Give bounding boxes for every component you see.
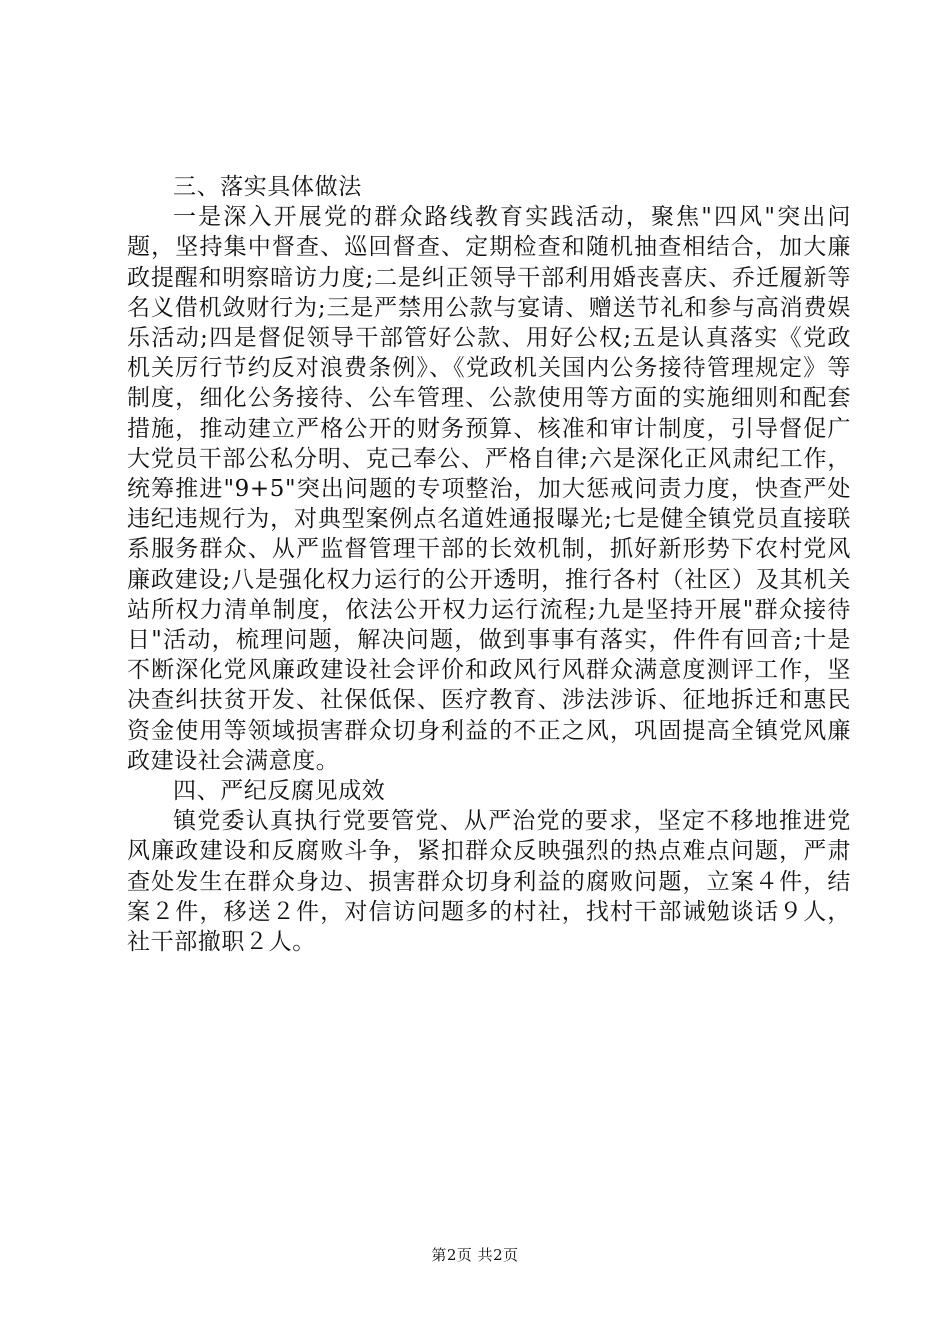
section-heading-4: 四、严纪反腐见成效 xyxy=(173,778,386,805)
page-footer: 第2页 共2页 xyxy=(431,1246,519,1264)
paragraph-measures: 一是深入开展党的群众路线教育实践活动，聚焦"四风"突出问题，坚持集中督查、巡回督查、定期检查和随机抽查相结合，加大廉政提醒和明察暗访力度;二是纠正领导干部利用婚丧喜庆、乔迁履新等名义借机敛财行为;三是严禁用公款与宴请、赠送节礼和参与高消费娱乐活动;四是督促领导干部管好公款、用好公权;五是认真落实《党政机关厉行节约反对浪费条例》、《党政机关国内公务接待管理规定》等制度，细化公务接待、公车管理、公款使用等方面的实施细则和配套措施，推动建立严格公开的财务预算、核准和审计制度，引导督促广大党员干部公私分明、克己奉公、严格自律;六是深化正风肃纪工作，统筹推进"9+5"突出问题的专项整治，加大惩戒问责力度，快查严处违纪违规行为，对典型案例点名道姓通报曝光;七是健全镇党员直接联系服务群众、从严监督管理干部的长效机制，抓好新形势下农村党风廉政建设;八是强化权力运行的公开透明，推行各村（社区）及其机关站所权力清单制度，依法公开权力运行流程;九是坚持开展"群众接待日"活动，梳理问题，解决问题，做到事事有落实，件件有回音;十是不断深化党风廉政建设社会评价和政风行风群众满意度测评工作，坚决查纠扶贫开发、社保低保、医疗教育、涉法涉诉、征地拆迁和惠民资金使用等领域损害群众切身利益的不正之风，巩固提高全镇党风廉政建设社会满意度。 xyxy=(127,204,851,774)
document-body xyxy=(127,172,851,957)
section-heading-3: 三、落实具体做法 xyxy=(173,174,362,200)
paragraph-results: 镇党委认真执行党要管党、从严治党的要求，坚定不移地推进党风廉政建设和反腐败斗争，紧扣群众反映强烈的热点难点问题，严肃查处发生在群众身边、损害群众切身利益的腐败问题，立案４件，结案２件，移送２件，对信访问题多的村社，找村干部诫勉谈话９人，社干部撤职２人。 xyxy=(127,808,851,956)
